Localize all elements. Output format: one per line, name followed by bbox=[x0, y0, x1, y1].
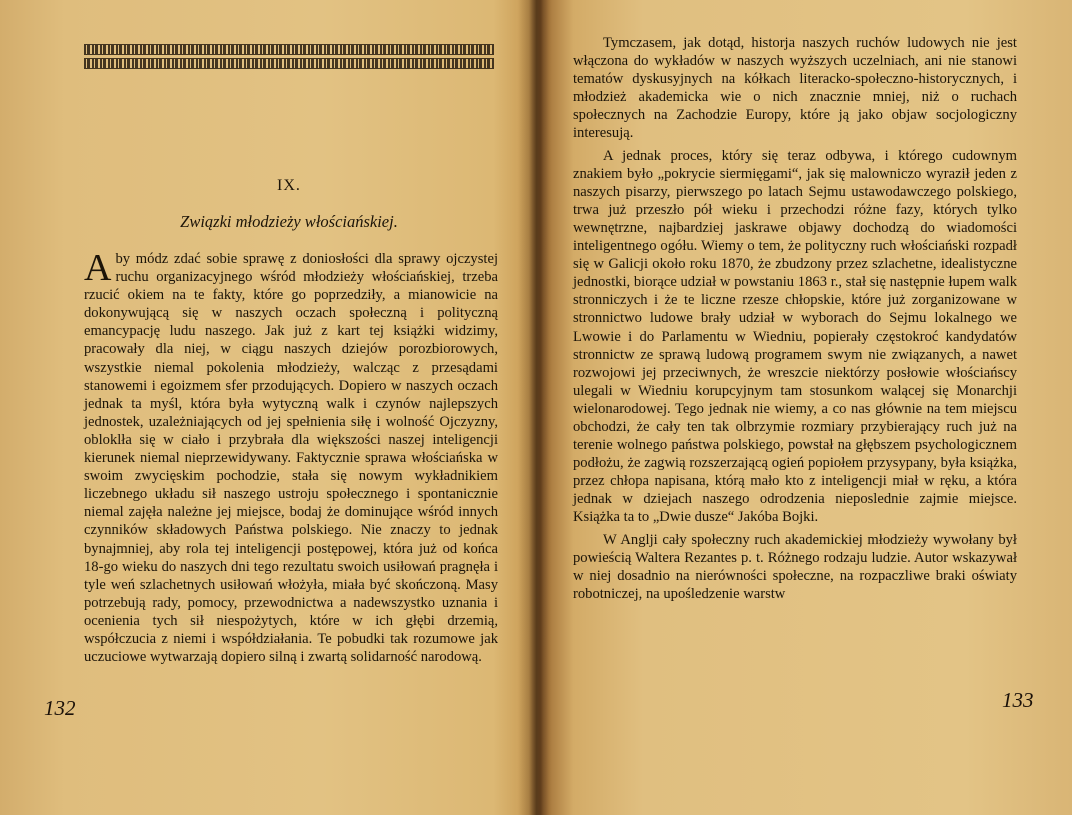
page-number-right: 133 bbox=[1002, 688, 1034, 712]
left-text-column bbox=[84, 247, 498, 666]
paragraph: A jednak proces, który się teraz odbywa, i którego cudownym znakiem było „pokrycie siermięgami“, jak się malowniczo wyraził jeden z naszych pisarzy, pierwszego po latach Sejmu ustawodawczego polskiego, trwa już przeszło pół wieku i przechodzi różne fazy, których tylko wewnętrzne, najbardziej jaskrawe objawy dochodzą do wiadomości inteligentnego ogółu. Wiemy o tem, że polityczny ruch włościański rozpadł się w Galicji około roku 1870, że zbudzony przez szlachetne, idealistyczne jednostki, biorące udział w powstaniu 1863 r., stał się następnie łupem walk stronniczych i że te liczne rzesze chłopskie, które już zorganizowane w stronnictwo ludowe brały udział w wyborach do Sejmu lokalnego we Lwowie i do Parlamentu w Wiedniu, popierały częstokroć kandydatów stronnictw ze sprawą ludową programem swym nie związanych, a nawet rozwojowi jej przeciwnych, że wreszcie niektórzy posłowie włościańscy ulegali w Wiedniu korupcyjnym tam stosunkom walącej się Monarchji wielonarodowej. Tego jednak nie wiemy, a co nas głównie na tem miejscu obchodzi, że cały ten tak olbrzymie rozmiary przybierający ruch już na terenie wolnego państwa polskiego, powstał na głębszem psychologicznem podłożu, że zagwią rozszerzającą ogień popiołem przysypany, była książka, przez chłopa napisana, którą mało kto z inteligencji miał w ręku, a która jednak w dziejach naszego odrodzenia nieposlednie zajmie miejsce. Książka ta to „Dwie dusze“ Jakóba Bojki. bbox=[573, 147, 1017, 526]
paragraph: Tymczasem, jak dotąd, historja naszych ruchów ludowych nie jest włączona do wykładów w naszych wyższych uczelniach, ani nie stanowi tematów dyskusyjnych na kółkach literacko-społeczno-historycznych, i młodzież akademicka wie o nich znacznie mniej, niż o ruchach społecznych na Zachodzie Europy, które ją jako objaw socjologiczny interesują. bbox=[573, 35, 1017, 142]
right-page bbox=[538, 0, 1072, 815]
right-text-column bbox=[573, 34, 1017, 603]
chapter-number: IX. bbox=[277, 177, 301, 194]
paragraph bbox=[84, 247, 498, 666]
paragraph: W Anglji cały społeczny ruch akademickiej młodzieży wywołany był powieścią Waltera Rezantes p. t. Różnego rodzaju ludzie. Autor wskazywał w niej dosadnio na nierówności społeczne, na rozpaczliwe braki oświaty robotniczej, na upośledzenie warstw bbox=[573, 531, 1017, 602]
paragraph-text: by módz zdać sobie sprawę z doniosłości dla sprawy ojczystej ruchu organizacyjnego wśród młodzieży włościańskiej, trzeba rzucić okiem na te fakty, które go poprzedziły, a mianowicie na dokonywującą się w naszych oczach społeczną i polityczną emancypację ludu naszego. Jak już z kart tej książki widzimy, pracowały dla niej, w ciągu naszych dziejów porozbiorowych, wszystkie niemal pokolenia młodzieży, walcząc z przesądami stanowemi i egoizmem sfer przodujących. Dopiero w naszych oczach jednak ta myśl, która była wytyczną walk i czynów najlepszych jednostek, uzależniających od jej spełnienia siłę i wolność Ojczyzny, obloklła się w ciało i przybrała dla większości naszej inteligencji kierunek niemal nieprzewidywany. Faktycznie sprawa włościańska w swoim zwycięskim pochodzie, stała się nowym wykładnikiem liczebnego układu sił naszego ustroju społecznego i spontanicznie niemal zajęła należne jej miejsce, bodaj że dominujące wśród innych czynników składowych Państwa polskiego. Nie znaczy to jednak bynajmniej, aby rola tej inteligencji postępowej, która już od końca 18-go wieku do naszych dni tego rezultatu swoich usiłowań pragnęła i tyle weń szlachetnych usiłowań włożyła, miała być skończoną. Masy potrzebują rady, pomocy, przewodnictwa a nadewszystko uznania i ocenienia tych sił niespożytych, które w ich głębi drzemią, współczucia z niemi i współdziałania. Te pobudki tak rozumowe jak uczuciowe wytwarzają dopiero silną i zwartą solidarność narodową. bbox=[84, 251, 498, 666]
ornamental-border-top bbox=[84, 44, 494, 55]
drop-cap: A bbox=[84, 247, 112, 289]
chapter-title: Związki młodzieży włościańskiej. bbox=[180, 212, 398, 231]
ornamental-border-bottom bbox=[84, 58, 494, 69]
left-page bbox=[0, 0, 530, 815]
page-number-left: 132 bbox=[44, 696, 76, 720]
